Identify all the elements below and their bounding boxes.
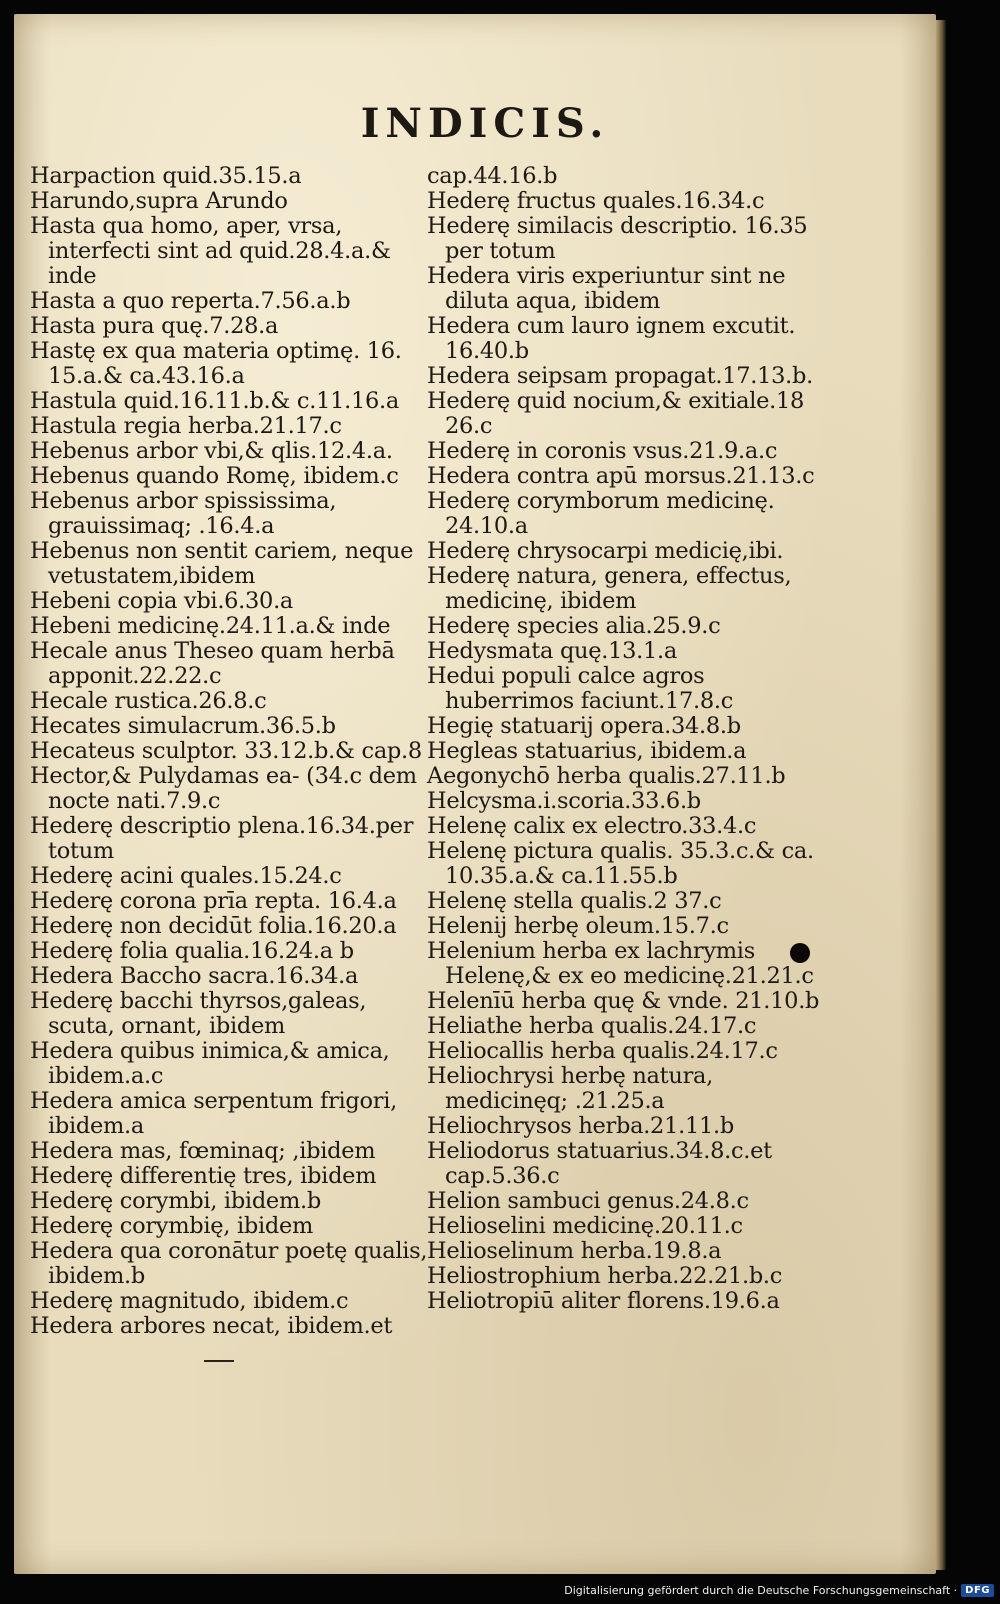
index-entry: Hederę folia qualia.16.24.a b	[30, 938, 354, 964]
credit-text: Digitalisierung gefördert durch die Deutsche Forschungsgemeinschaft ·	[564, 1583, 958, 1597]
index-entry: cap.44.16.b	[427, 163, 558, 189]
index-entry: Heliocallis herba qualis.24.17.c	[427, 1038, 778, 1064]
index-entry: Hedera quibus inimica,& amica, ibidem.a.c	[30, 1038, 390, 1089]
index-entry: Hederę bacchi thyrsos,galeas, scuta, ornant, ibidem	[30, 988, 367, 1039]
index-entry: Harpaction quid.35.15.a	[30, 163, 302, 189]
index-entry: Hedera cum lauro ignem excutit. 16.40.b	[427, 313, 796, 364]
index-entry: Heliotropiū aliter florens.19.6.a	[427, 1288, 780, 1314]
index-entry: Hector,& Pulydamas ea- (34.c dem nocte nati.7.9.c	[30, 763, 417, 814]
index-entry: Hederę natura, genera, effectus, medicinę, ibidem	[427, 563, 792, 614]
running-head: INDICIS.	[360, 100, 610, 147]
index-entry: Helenę stella qualis.2 37.c	[427, 888, 722, 914]
index-entry: Helenę calix ex electro.33.4.c	[427, 813, 757, 839]
index-entry: Hederę quid nocium,& exitiale.18 26.c	[427, 388, 805, 439]
index-entry: Helioselini medicinę.20.11.c	[427, 1213, 743, 1239]
index-entry: Hedysmata quę.13.1.a	[427, 638, 677, 664]
index-entry: Hederę corymbi, ibidem.b	[30, 1188, 321, 1214]
index-entry: Hegleas statuarius, ibidem.a	[427, 738, 747, 764]
index-entry: Hecale anus Theseo quam herbā apponit.22.22.c	[30, 638, 395, 689]
index-entry: Hedera viris experiuntur sint ne diluta aqua, ibidem	[427, 263, 786, 314]
index-entry: Hebenus arbor spississima, grauissimaq; .16.4.a	[30, 488, 337, 539]
index-entry: Aegonychō herba qualis.27.11.b	[427, 763, 786, 789]
right-index-column	[427, 164, 827, 1314]
index-entry: Hebeni medicinę.24.11.a.& inde	[30, 613, 391, 639]
index-entry: Helenij herbę oleum.15.7.c	[427, 913, 729, 939]
index-entry: Helcysma.i.scoria.33.6.b	[427, 788, 701, 814]
index-entry: Hebenus non sentit cariem, neque vetustatem,ibidem	[30, 538, 414, 589]
index-entry: Hederę acini quales.15.24.c	[30, 863, 342, 889]
index-entry: Helenę pictura qualis. 35.3.c.& ca. 10.35.a.& ca.11.55.b	[427, 838, 814, 889]
page-foot-mark	[204, 1360, 234, 1362]
index-entry: Harundo,supra Arundo	[30, 188, 288, 214]
index-entry: Hecates simulacrum.36.5.b	[30, 713, 336, 739]
index-entry: Hederę fructus quales.16.34.c	[427, 188, 765, 214]
index-entry: Helenium herba ex lachrymis Helenę,& ex eo medicinę.21.21.c	[427, 938, 814, 989]
index-entry: Heliostrophium herba.22.21.b.c	[427, 1263, 783, 1289]
index-entry: Helion sambuci genus.24.8.c	[427, 1188, 749, 1214]
index-entry: Heliochrysos herba.21.11.b	[427, 1113, 734, 1139]
index-entry: Hedera Baccho sacra.16.34.a	[30, 963, 359, 989]
index-entry: Helenīū herba quę & vnde. 21.10.b	[427, 988, 820, 1014]
index-entry: Hasta pura quę.7.28.a	[30, 313, 279, 339]
dfg-logo-icon: DFG	[961, 1584, 994, 1597]
digitization-credit	[564, 1580, 994, 1600]
index-entry: Hasta a quo reperta.7.56.a.b	[30, 288, 351, 314]
index-entry: Hedera amica serpentum frigori, ibidem.a	[30, 1088, 397, 1139]
index-entry: Hederę corymbię, ibidem	[30, 1213, 313, 1239]
index-entry: Heliathe herba qualis.24.17.c	[427, 1013, 757, 1039]
index-entry: Hedera contra apū morsus.21.13.c	[427, 463, 815, 489]
index-entry: Hecale rustica.26.8.c	[30, 688, 267, 714]
index-entry: Hederę species alia.25.9.c	[427, 613, 721, 639]
index-entry: Hastę ex qua materia optimę. 16. 15.a.& ca.43.16.a	[30, 338, 402, 389]
index-entry: Helioselinum herba.19.8.a	[427, 1238, 722, 1264]
index-entry: Hebenus quando Romę, ibidem.c	[30, 463, 399, 489]
left-index-column	[30, 164, 430, 1339]
index-entry: Hederę differentię tres, ibidem	[30, 1163, 377, 1189]
index-entry: Hebenus arbor vbi,& qlis.12.4.a.	[30, 438, 393, 464]
index-entry: Hedera seipsam propagat.17.13.b.	[427, 363, 813, 389]
index-entry: Hederę magnitudo, ibidem.c	[30, 1288, 349, 1314]
book-page	[14, 14, 936, 1574]
index-entry: Hederę corymborum medicinę. 24.10.a	[427, 488, 775, 539]
index-entry: Hederę chrysocarpi medicię,ibi.	[427, 538, 784, 564]
index-entry: Hedera qua coronātur poetę qualis, ibidem.b	[30, 1238, 428, 1289]
page-edge	[936, 20, 946, 1570]
index-entry: Hecateus sculptor. 33.12.b.& cap.8	[30, 738, 422, 764]
index-entry: Hederę descriptio plena.16.34.per totum	[30, 813, 414, 864]
ink-blot	[790, 943, 810, 963]
index-entry: Hederę non decidūt folia.16.20.a	[30, 913, 397, 939]
index-entry: Hasta qua homo, aper, vrsa, interfecti sint ad quid.28.4.a.& inde	[30, 213, 391, 289]
index-entry: Hedera arbores necat, ibidem.et	[30, 1313, 393, 1339]
index-entry: Hedui populi calce agros huberrimos faciunt.17.8.c	[427, 663, 734, 714]
index-entry: Hederę similacis descriptio. 16.35 per totum	[427, 213, 808, 264]
index-entry: Heliodorus statuarius.34.8.c.et cap.5.36.c	[427, 1138, 772, 1189]
index-entry: Hederę corona prīa repta. 16.4.a	[30, 888, 397, 914]
index-entry: Hegię statuarij opera.34.8.b	[427, 713, 741, 739]
index-entry: Hebeni copia vbi.6.30.a	[30, 588, 294, 614]
index-entry: Hastula quid.16.11.b.& c.11.16.a	[30, 388, 399, 414]
index-entry: Hedera mas, fœminaq; ,ibidem	[30, 1138, 376, 1164]
index-entry: Hederę in coronis vsus.21.9.a.c	[427, 438, 778, 464]
index-entry: Hastula regia herba.21.17.c	[30, 413, 342, 439]
index-entry: Heliochrysi herbę natura, medicinęq; .21.25.a	[427, 1063, 714, 1114]
